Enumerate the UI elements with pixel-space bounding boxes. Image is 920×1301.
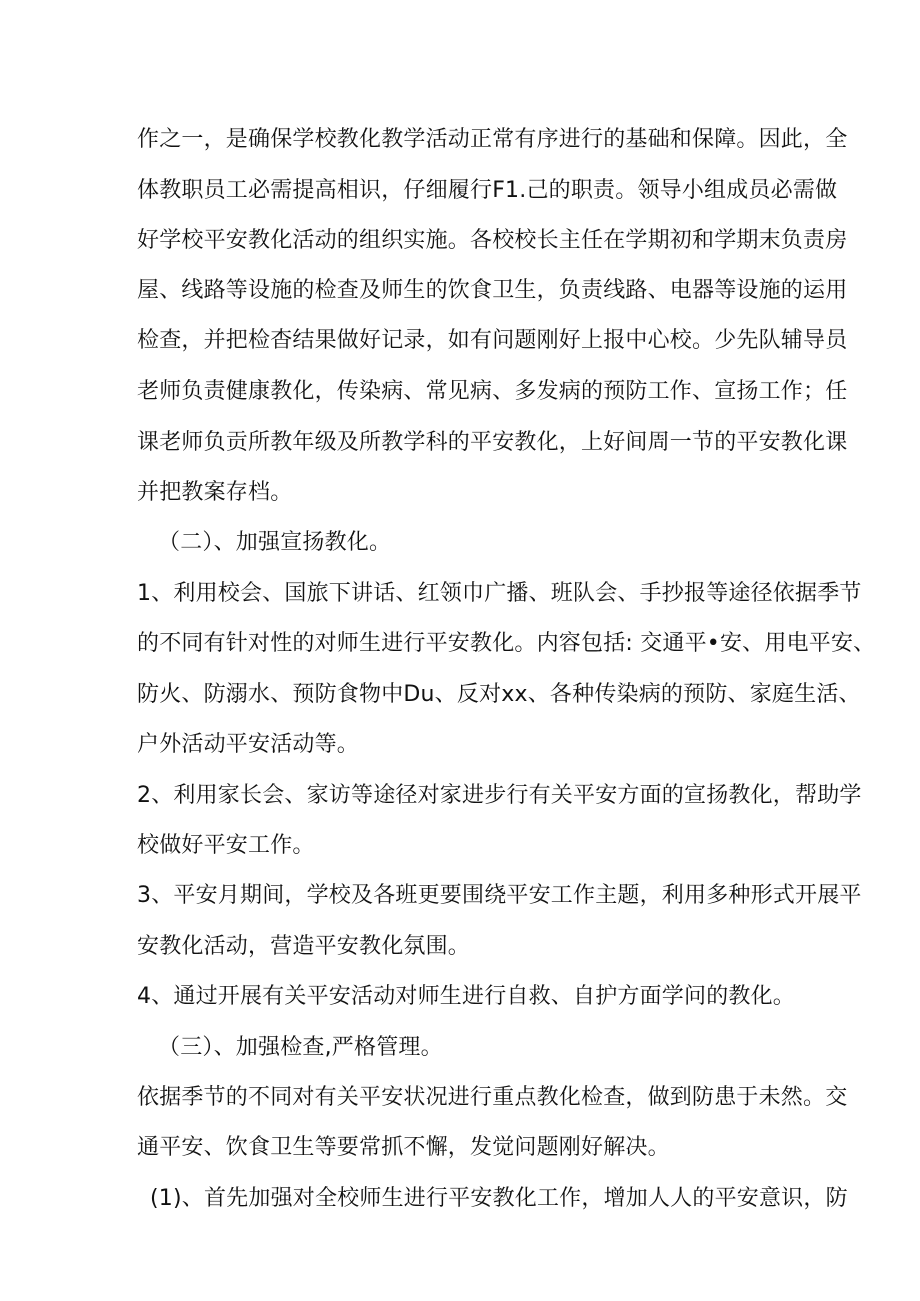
text-line: 安教化活动，营造平安教化氛围。 [137,934,471,959]
text-line: 课老师负贡所教年级及所教学科的平安教化，上好间周一节的平安教化课 [137,430,848,455]
section-heading: （三）、加强检查,严格管理。 [158,1035,443,1060]
text-line: 3、平安月期间，学校及各班更要围绕平安工作主题，利用多种形式开展平 [137,883,862,908]
section-heading: （二）、加强宣扬教化。 [158,530,392,555]
text-line: 校做好平安工作。 [137,833,315,858]
text-line: 的不同有针对性的对师生进行平安教化。内容包括: 交通平•安、用电平安、 [137,631,876,656]
text-line: 屋、线路等设施的检查及师生的饮食卫生，负责线路、电器等设施的运用 [137,278,848,303]
text-line: (1)、首先加强对全校师生进行平安教化工作，增加人人的平安意识，防 [150,1186,848,1211]
text-line: 1、利用校会、国旅下讲话、红领巾广播、班队会、手抄报等途径依据季节 [137,581,862,606]
text-line: 好学校平安教化活动的组织实施。各校校长主任在学期初和学期末负责房 [137,228,848,253]
text-line: 通平安、饮食卫生等要常抓不懈，发觉问题刚好解决。 [137,1135,670,1160]
text-line: 老师负责健康教化，传染病、常见病、多发病的预防工作、宣扬工作；任 [137,379,848,404]
text-line: 4、通过开展有关平安活动对师生进行自救、自护方面学问的教化。 [137,984,795,1009]
text-line: 体教职员工必需提高相识，仔细履行F1.己的职责。领导小组成员必需做 [137,178,838,203]
text-line: 防火、防溺水、预防食物中Du、反对xx、各种传染病的预防、家庭生活、 [137,682,861,707]
text-line: 2、利用家长会、家访等途径对家进步行有关平安方面的宣扬教化，帮助学 [137,783,862,808]
text-line: 作之一，是确保学校教化教学活动正常有序进行的基础和保障。因此，全 [137,127,848,152]
text-line: 检查，并把检杳结果做好记录，如有问题刚好上报中心校。少先队辅导员 [137,328,848,353]
text-line: 依据季节的不同对有关平安状况进行重点教化检查，做到防患于未然。交 [137,1085,848,1110]
text-line: 户外活动平安活动等。 [137,732,360,757]
text-line: 并把教案存档。 [137,480,293,505]
